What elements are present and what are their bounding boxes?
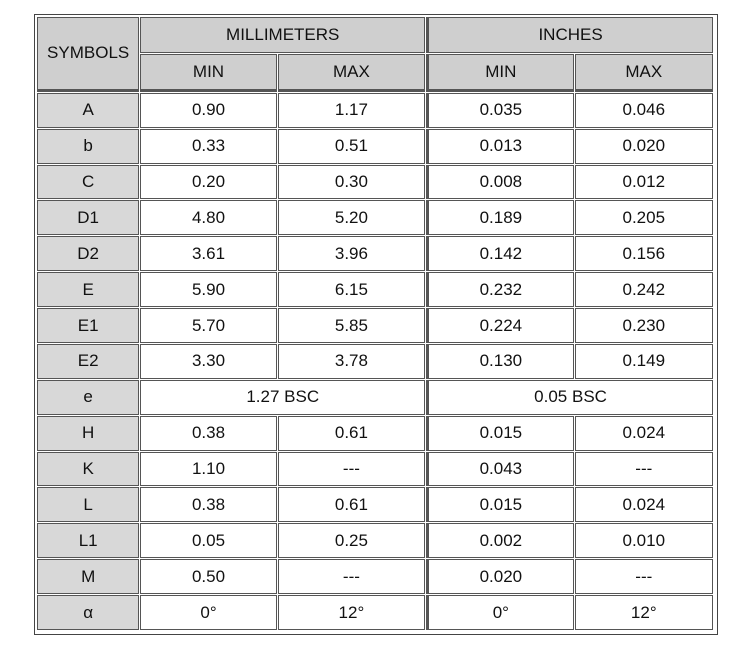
cell-in-max: 0.149 bbox=[575, 344, 713, 379]
table-row bbox=[37, 523, 713, 558]
cell-in-min: 0.142 bbox=[426, 236, 573, 271]
header-millimeters: MILLIMETERS bbox=[140, 17, 425, 53]
cell-mm-max: 0.61 bbox=[278, 416, 425, 451]
table-row bbox=[37, 236, 713, 271]
cell-in-max: 0.024 bbox=[575, 487, 713, 522]
dimensions-table bbox=[36, 16, 714, 631]
cell-in-max: 0.230 bbox=[575, 308, 713, 343]
cell-mm-min: 0.33 bbox=[140, 129, 276, 164]
cell-mm-min: 5.70 bbox=[140, 308, 276, 343]
cell-mm-min: 0.90 bbox=[140, 93, 276, 128]
table-row bbox=[37, 595, 713, 630]
dimensions-table-frame bbox=[34, 14, 718, 635]
table-row bbox=[37, 93, 713, 128]
cell-symbol: M bbox=[37, 559, 139, 594]
cell-in-max: 0.156 bbox=[575, 236, 713, 271]
cell-in-max: --- bbox=[575, 559, 713, 594]
cell-mm-max: 0.25 bbox=[278, 523, 425, 558]
cell-mm-max: 5.85 bbox=[278, 308, 425, 343]
header-inches: INCHES bbox=[426, 17, 713, 53]
cell-in-min: 0.015 bbox=[426, 416, 573, 451]
cell-mm-max: 6.15 bbox=[278, 272, 425, 307]
table-row bbox=[37, 487, 713, 522]
cell-mm-max: --- bbox=[278, 559, 425, 594]
header-row-groups bbox=[37, 17, 713, 53]
header-symbols: SYMBOLS bbox=[37, 17, 139, 92]
cell-in-min: 0.224 bbox=[426, 308, 573, 343]
cell-mm-min: 4.80 bbox=[140, 200, 276, 235]
table-row bbox=[37, 308, 713, 343]
cell-in-max: 0.205 bbox=[575, 200, 713, 235]
header-in-min: MIN bbox=[426, 54, 573, 92]
cell-symbol: H bbox=[37, 416, 139, 451]
cell-symbol: e bbox=[37, 380, 139, 415]
cell-mm-min: 0.38 bbox=[140, 487, 276, 522]
cell-mm-min: 5.90 bbox=[140, 272, 276, 307]
header-in-max: MAX bbox=[575, 54, 713, 92]
cell-mm-min: 3.30 bbox=[140, 344, 276, 379]
cell-mm-max: 5.20 bbox=[278, 200, 425, 235]
cell-in-min: 0° bbox=[426, 595, 573, 630]
table-row bbox=[37, 559, 713, 594]
cell-symbol: α bbox=[37, 595, 139, 630]
cell-symbol: K bbox=[37, 452, 139, 487]
cell-in-min: 0.043 bbox=[426, 452, 573, 487]
cell-mm-min: 0.50 bbox=[140, 559, 276, 594]
cell-symbol: D2 bbox=[37, 236, 139, 271]
cell-mm-min: 0.38 bbox=[140, 416, 276, 451]
cell-in-max: 0.242 bbox=[575, 272, 713, 307]
cell-mm-span: 1.27 BSC bbox=[140, 380, 425, 415]
table-row bbox=[37, 272, 713, 307]
cell-symbol: E1 bbox=[37, 308, 139, 343]
table-row bbox=[37, 165, 713, 200]
cell-mm-max: 3.78 bbox=[278, 344, 425, 379]
cell-symbol: E2 bbox=[37, 344, 139, 379]
cell-in-max: 0.024 bbox=[575, 416, 713, 451]
cell-mm-max: --- bbox=[278, 452, 425, 487]
header-mm-max: MAX bbox=[278, 54, 425, 92]
cell-in-max: 0.020 bbox=[575, 129, 713, 164]
table-row bbox=[37, 200, 713, 235]
cell-in-min: 0.232 bbox=[426, 272, 573, 307]
cell-mm-min: 0.20 bbox=[140, 165, 276, 200]
cell-in-max: 0.012 bbox=[575, 165, 713, 200]
cell-symbol: L bbox=[37, 487, 139, 522]
cell-symbol: A bbox=[37, 93, 139, 128]
cell-symbol: E bbox=[37, 272, 139, 307]
header-mm-min: MIN bbox=[140, 54, 276, 92]
cell-in-min: 0.008 bbox=[426, 165, 573, 200]
cell-in-max: --- bbox=[575, 452, 713, 487]
cell-in-max: 12° bbox=[575, 595, 713, 630]
cell-mm-max: 0.51 bbox=[278, 129, 425, 164]
cell-in-min: 0.002 bbox=[426, 523, 573, 558]
cell-in-min: 0.015 bbox=[426, 487, 573, 522]
cell-mm-max: 0.30 bbox=[278, 165, 425, 200]
cell-symbol: b bbox=[37, 129, 139, 164]
cell-in-span: 0.05 BSC bbox=[426, 380, 713, 415]
cell-in-min: 0.130 bbox=[426, 344, 573, 379]
cell-in-min: 0.189 bbox=[426, 200, 573, 235]
cell-in-min: 0.020 bbox=[426, 559, 573, 594]
table-row bbox=[37, 344, 713, 379]
table-row bbox=[37, 129, 713, 164]
cell-in-min: 0.035 bbox=[426, 93, 573, 128]
table-row bbox=[37, 416, 713, 451]
cell-mm-min: 0° bbox=[140, 595, 276, 630]
cell-mm-min: 0.05 bbox=[140, 523, 276, 558]
table-row bbox=[37, 452, 713, 487]
cell-mm-min: 1.10 bbox=[140, 452, 276, 487]
table-row bbox=[37, 380, 713, 415]
cell-symbol: C bbox=[37, 165, 139, 200]
cell-in-max: 0.046 bbox=[575, 93, 713, 128]
cell-mm-max: 1.17 bbox=[278, 93, 425, 128]
cell-mm-min: 3.61 bbox=[140, 236, 276, 271]
cell-in-max: 0.010 bbox=[575, 523, 713, 558]
cell-symbol: L1 bbox=[37, 523, 139, 558]
cell-mm-max: 0.61 bbox=[278, 487, 425, 522]
cell-symbol: D1 bbox=[37, 200, 139, 235]
cell-mm-max: 3.96 bbox=[278, 236, 425, 271]
cell-in-min: 0.013 bbox=[426, 129, 573, 164]
cell-mm-max: 12° bbox=[278, 595, 425, 630]
